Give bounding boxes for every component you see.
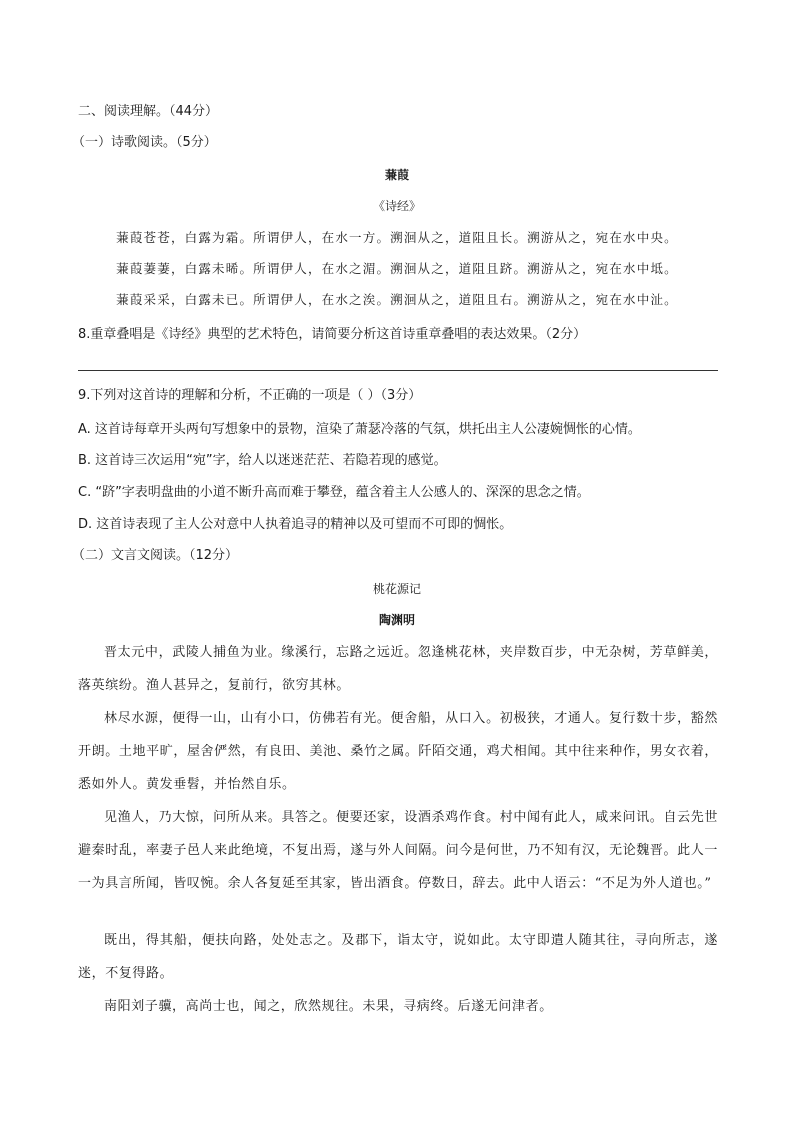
poem-stanza-1: 蒹葭苍苍，白露为霜。所谓伊人，在水一方。溯洄从之，道阻且长。溯游从之，宛在水中央。 — [116, 230, 678, 245]
prose-paragraph-5: 南阳刘子骥，高尚士也，闻之，欣然规往。未果，寻病终。后遂无问津者。 — [104, 999, 553, 1014]
prose-paragraph-2: 林尽水源，便得一山，山有小口，仿佛若有光。便舍船，从口入。初极狭，才通人。复行数十步，豁然开朗。土地平旷，屋舍俨然，有良田、美池、桑竹之属。阡陌交通，鸡犬相闻。其中往来种作，男女衣着，悉如外人。黄发垂髫，并怡然自乐。 — [78, 711, 718, 792]
option-a: A. 这首诗每章开头两句写想象中的景物，渲染了萧瑟冷落的气氛，烘托出主人公凄婉惆怅的心情。 — [78, 422, 641, 437]
option-d: D. 这首诗表现了主人公对意中人执着追寻的精神以及可望而不可即的惆怅。 — [78, 517, 513, 532]
poem-source: 《诗经》 — [372, 199, 421, 213]
poem-stanza-3: 蒹葭采采，白露未已。所谓伊人，在水之涘。溯洄从之，道阻且右。溯游从之，宛在水中沚。 — [116, 292, 678, 307]
prose-title: 桃花源记 — [372, 582, 421, 596]
question-8: 8.重章叠唱是《诗经》典型的艺术特色，请简要分析这首诗重章叠唱的表达效果。（2分） — [78, 327, 587, 342]
prose-paragraph-1: 晋太元中，武陵人捕鱼为业。缘溪行，忘路之远近。忽逢桃花林，夹岸数百步，中无杂树，芳草鲜美，落英缤纷。渔人甚异之，复前行，欲穷其林。 — [78, 645, 718, 693]
part1-heading: （一）诗歌阅读。（5分） — [72, 135, 217, 150]
part2-heading: （二）文言文阅读。（12分） — [72, 548, 239, 563]
section-heading-reading: 二、阅读理解。（44分） — [78, 104, 219, 119]
option-b: B. 这首诗三次运用“宛”字，给人以迷迷茫茫、若隐若现的感觉。 — [78, 453, 447, 468]
prose-paragraph-3: 见渔人，乃大惊，问所从来。具答之。便要还家，设酒杀鸡作食。村中闻有此人，咸来问讯。自云先世避秦时乱，率妻子邑人来此绝境，不复出焉，遂与外人间隔。问今是何世，乃不知有汉，无论魏晋。此人一一为具言所闻，皆叹惋。余人各复延至其家，皆出酒食。停数日，辞去。此中人语云：“不足为外人道也。” — [78, 810, 718, 891]
poem-stanza-2: 蒹葭萋萋，白露未晞。所谓伊人，在水之湄。溯洄从之，道阻且跻。溯游从之，宛在水中坻。 — [116, 261, 678, 276]
poem-title: 蒹葭 — [384, 168, 409, 182]
answer-line — [78, 370, 718, 371]
question-9: 9.下列对这首诗的理解和分析，不正确的一项是（ ）（3分） — [78, 388, 422, 403]
prose-author: 陶渊明 — [378, 613, 415, 627]
option-c: C. “跻”字表明盘曲的小道不断升高而难于攀登，蕴含着主人公感人的、深深的思念之情。 — [78, 485, 590, 500]
prose-paragraph-4: 既出，得其船，便扶向路，处处志之。及郡下，诣太守，说如此。太守即遣人随其往，寻向所志，遂迷，不复得路。 — [78, 933, 718, 981]
